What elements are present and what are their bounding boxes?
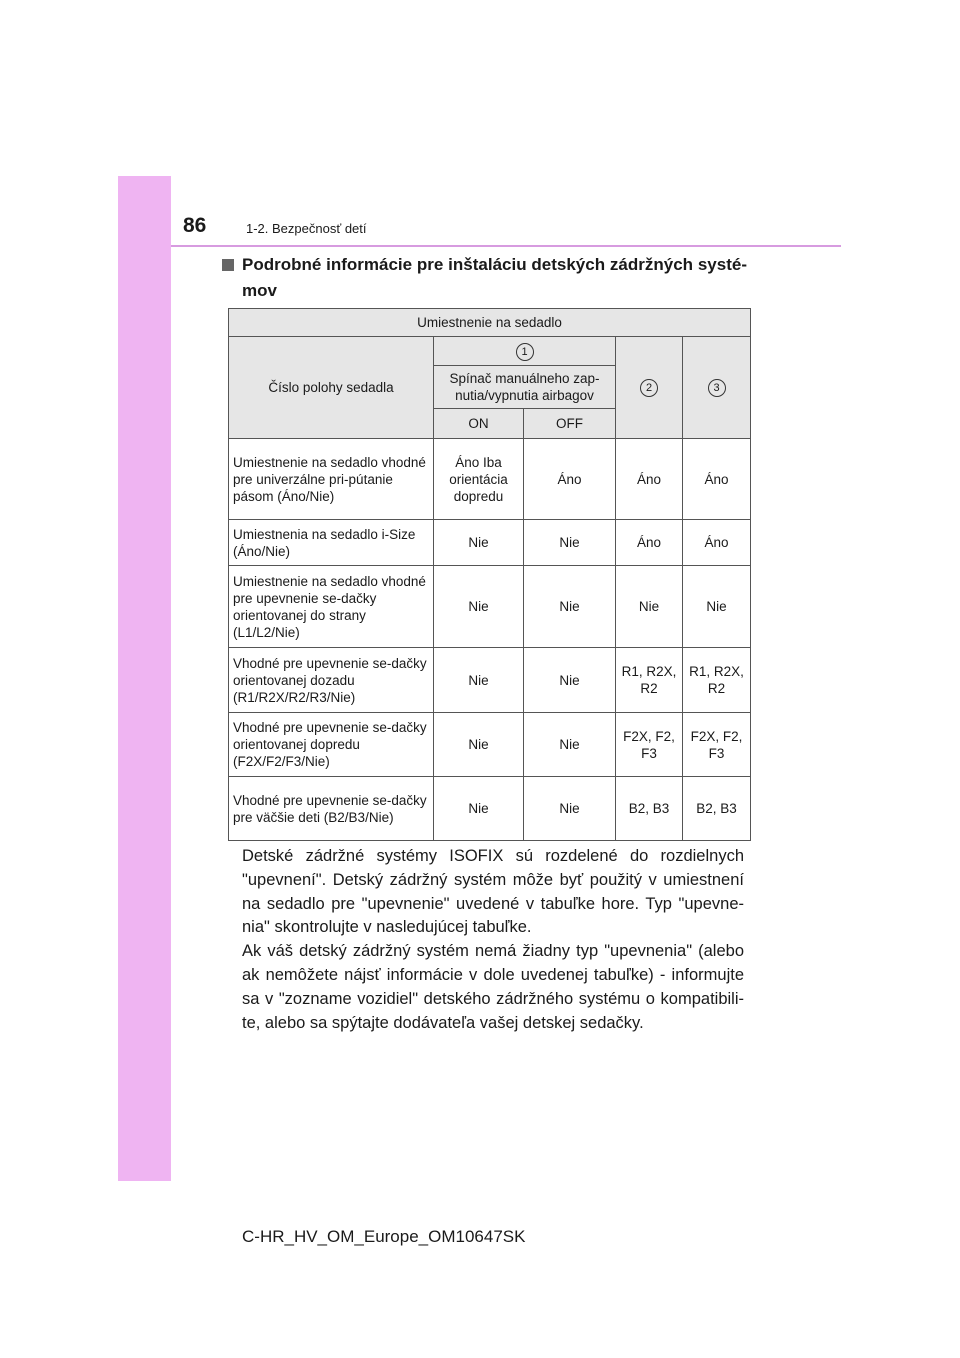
off-cell: Nie [524, 713, 616, 777]
col-3-cell: Áno [683, 439, 751, 520]
col-2-cell: Nie [616, 566, 683, 648]
col-2-cell: Áno [616, 520, 683, 566]
footer-document-code: C-HR_HV_OM_Europe_OM10647SK [242, 1227, 526, 1246]
airbag-switch-label: Spínač manuálneho zap-nutia/vypnutia airbagov [434, 366, 616, 409]
on-cell: Nie [434, 777, 524, 841]
page-number: 86 [183, 214, 207, 237]
col-2-cell: R1, R2X, R2 [616, 648, 683, 713]
col-3-cell: Áno [683, 520, 751, 566]
on-cell: Nie [434, 566, 524, 648]
off-cell: Nie [524, 777, 616, 841]
off-cell: Áno [524, 439, 616, 520]
col-2-cell: B2, B3 [616, 777, 683, 841]
circled-number-3: 3 [708, 379, 726, 397]
seat-position-label: Číslo polohy sedadla [229, 337, 434, 439]
table-row [229, 648, 751, 713]
on-cell: Nie [434, 520, 524, 566]
row-label: Vhodné pre upevnenie se-dačky pre väčšie deti (B2/B3/Nie) [229, 777, 434, 841]
row-label: Umiestnenie na sedadlo vhodné pre univerzálne pri-pútanie pásom (Áno/Nie) [229, 439, 434, 520]
table-row [229, 439, 751, 520]
col-3-header [683, 337, 751, 439]
col-2-cell: Áno [616, 439, 683, 520]
row-label: Umiestnenie na sedadlo vhodné pre upevnenie se-dačky orientovanej do strany (L1/L2/Nie) [229, 566, 434, 648]
body-paragraph-2: Ak váš detský zádržný systém nemá žiadny typ "upevnenia" (alebo ak nemôžete nájsť informácie v dole uvedenej tabuľke) - informujte sa v "zozname vozidiel" detského zádržného systému o kompatibili-te, alebo sa spýtajte dodávateľa vašej detskej sedačky. [242, 942, 744, 1032]
off-cell: Nie [524, 520, 616, 566]
table-row [229, 777, 751, 841]
col-3-cell: Nie [683, 566, 751, 648]
on-cell: Áno Iba orientácia dopredu [434, 439, 524, 520]
table-row [229, 713, 751, 777]
circled-number-1: 1 [516, 343, 534, 361]
table-top-header: Umiestnenie na sedadlo [229, 309, 751, 337]
col-3-cell: B2, B3 [683, 777, 751, 841]
col-3-cell: R1, R2X, R2 [683, 648, 751, 713]
col-1-header [434, 337, 616, 366]
circled-number-2: 2 [640, 379, 658, 397]
chapter-sidebar-tab [118, 176, 171, 1181]
col-2-header [616, 337, 683, 439]
body-paragraph-1: Detské zádržné systémy ISOFIX sú rozdelené do rozdielnych "upevnení". Detský zádržný systém môže byť použitý v umiestnení na sedadlo pre "upevnenie" uvedené v tabuľke hore. Typ "upevne-nia" skontrolujte v nasledujúcej tabuľke. [242, 847, 744, 937]
table-row [229, 520, 751, 566]
off-cell: Nie [524, 566, 616, 648]
table-row [229, 566, 751, 648]
on-label: ON [434, 409, 524, 439]
row-label: Umiestnenia na sedadlo i-Size (Áno/Nie) [229, 520, 434, 566]
col-2-cell: F2X, F2, F3 [616, 713, 683, 777]
header-rule [171, 245, 841, 247]
section-title: 1-2. Bezpečnosť detí [246, 221, 367, 236]
col-3-cell: F2X, F2, F3 [683, 713, 751, 777]
off-label: OFF [524, 409, 616, 439]
off-cell: Nie [524, 648, 616, 713]
row-label: Vhodné pre upevnenie se-dačky orientovanej dopredu (F2X/F2/F3/Nie) [229, 713, 434, 777]
on-cell: Nie [434, 648, 524, 713]
isofix-table [228, 308, 751, 841]
section-heading: Podrobné informácie pre inštaláciu detských zádržných systé-mov [242, 255, 747, 300]
on-cell: Nie [434, 713, 524, 777]
square-bullet-icon [222, 259, 234, 271]
row-label: Vhodné pre upevnenie se-dačky orientovanej dozadu (R1/R2X/R2/R3/Nie) [229, 648, 434, 713]
body-text [242, 845, 744, 1035]
